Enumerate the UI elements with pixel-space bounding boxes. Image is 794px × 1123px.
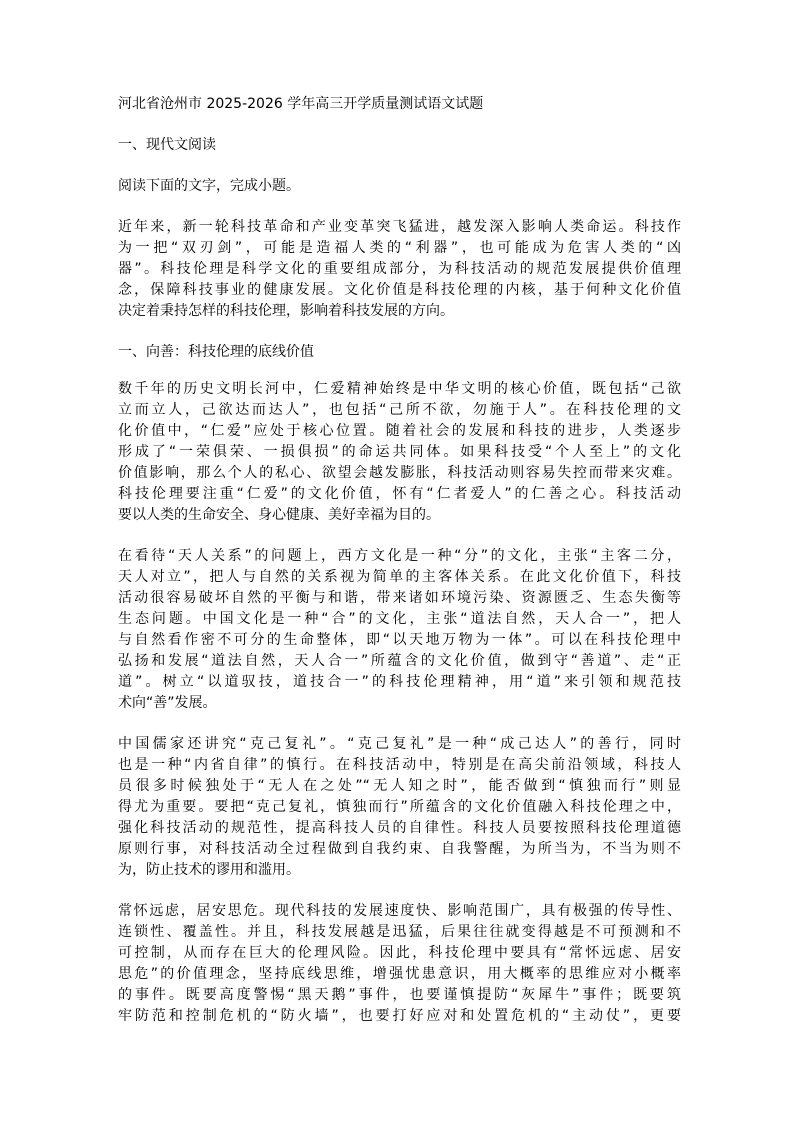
text-line: 得尤为重要。要把“克己复礼，慎独而行”所蕴含的文化价值融入科技伦理之中， (118, 799, 681, 815)
paragraph-1 (118, 217, 681, 322)
text-line: 连锁性、覆盖性。并且，科技发展越是迅猛，后果往往就变得越是不可预测和不 (118, 924, 681, 940)
text-line: 中国儒家还讲究“克己复礼”。“克己复礼”是一种“成己达人”的善行，同时 (118, 736, 681, 752)
text-line: 化价值中，“仁爱”应处于核心位置。随着社会的发展和科技的进步，人类逐步 (118, 423, 681, 439)
text-line: 生态问题。中国文化是一种“合”的文化，主张“道法自然，天人合一”，把人 (118, 611, 681, 627)
paragraph-5 (118, 901, 681, 1027)
paragraph-2 (118, 379, 681, 526)
text-line: 与自然看作密不可分的生命整体，即“以天地万物为一体”。可以在科技伦理中 (118, 632, 681, 648)
text-line: 员很多时候独处于“无人在之处”“无人知之时”，能否做到“慎独而行”则显 (118, 778, 681, 794)
text-line: 为，防止技术的谬用和滥用。 (118, 862, 300, 878)
section-heading: 一、现代文阅读 (118, 137, 216, 153)
text-line: 思危”的价值理念，坚持底线思维，增强忧患意识，用大概率的思维应对小概率 (118, 966, 681, 982)
text-line: 活动很容易破坏自然的平衡与和谐，带来诸如环境污染、资源匮乏、生态失衡等 (118, 590, 681, 606)
text-line: 近年来，新一轮科技革命和产业变革突飞猛进，越发深入影响人类命运。科技作 (118, 219, 681, 235)
text-line: 为一把“双刃剑”，可能是造福人类的“利器”，也可能成为危害人类的“凶 (118, 240, 681, 256)
text-line: 天人对立”，把人与自然的关系视为简单的主客体关系。在此文化价值下，科技 (118, 569, 681, 585)
text-line: 价值影响，那么个人的私心、欲望会越发膨胀，科技活动则容易失控而带来灾难。 (118, 465, 681, 481)
text-line: 原则行事，对科技活动全过程做到自我约束、自我警醒，为所当为，不当为则不 (118, 841, 681, 857)
document-title: 河北省沧州市 2025-2026 学年高三开学质量测试语文试题 (118, 96, 484, 112)
text-line: 要以人类的生命安全、身心健康、美好幸福为目的。 (118, 507, 440, 523)
text-line: 牢防范和控制危机的“防火墙”，也要打好应对和处置危机的“主动仗”，更要 (118, 1008, 681, 1024)
text-line: 数千年的历史文明长河中，仁爱精神始终是中华文明的核心价值，既包括“己欲 (118, 381, 681, 397)
text-line: 形成了“一荣俱荣、一损俱损”的命运共同体。如果科技受“个人至上”的文化 (118, 444, 681, 460)
text-line: 科技伦理要注重“仁爱”的文化价值，怀有“仁者爱人”的仁善之心。科技活动 (118, 486, 681, 502)
text-line: 常怀远虑，居安思危。现代科技的发展速度快、影响范围广，具有极强的传导性、 (118, 903, 681, 919)
text-line: 立而立人，己欲达而达人”，也包括“己所不欲，勿施于人”。在科技伦理的文 (118, 402, 681, 418)
paragraph-4 (118, 734, 681, 881)
text-line: 念，保障科技事业的健康发展。文化价值是科技伦理的内核，基于何种文化价值 (118, 282, 681, 298)
text-line: 强化科技活动的规范性，提高科技人员的自律性。科技人员要按照科技伦理道德 (118, 820, 681, 836)
paragraph-3 (118, 546, 681, 714)
text-line: 决定着秉持怎样的科技伦理，影响着科技发展的方向。 (118, 303, 454, 319)
text-line: 道”。树立“以道驭技，道技合一”的科技伦理精神，用“道”来引领和规范技 (118, 674, 681, 690)
text-line: 在看待“天人关系”的问题上，西方文化是一种“分”的文化，主张“主客二分， (118, 548, 681, 564)
text-line: 可控制，从而存在巨大的伦理风险。因此，科技伦理中要具有“常怀远虑、居安 (118, 945, 681, 961)
text-line: 弘扬和发展“道法自然，天人合一”所蕴含的文化价值，做到守“善道”、走“正 (118, 653, 681, 669)
text-line: 术向“善”发展。 (118, 695, 217, 711)
subheading: 一、向善：科技伦理的底线价值 (118, 344, 314, 360)
text-line: 器”。科技伦理是科学文化的重要组成部分，为科技活动的规范发展提供价值理 (118, 261, 681, 277)
document-page (118, 94, 681, 1047)
instruction: 阅读下面的文字，完成小题。 (118, 178, 300, 194)
text-line: 的事件。既要高度警惕“黑天鹅”事件，也要谨慎提防“灰犀牛”事件；既要筑 (118, 987, 681, 1003)
text-line: 也是一种“内省自律”的慎行。在科技活动中，特别是在高尖前沿领域，科技人 (118, 757, 681, 773)
